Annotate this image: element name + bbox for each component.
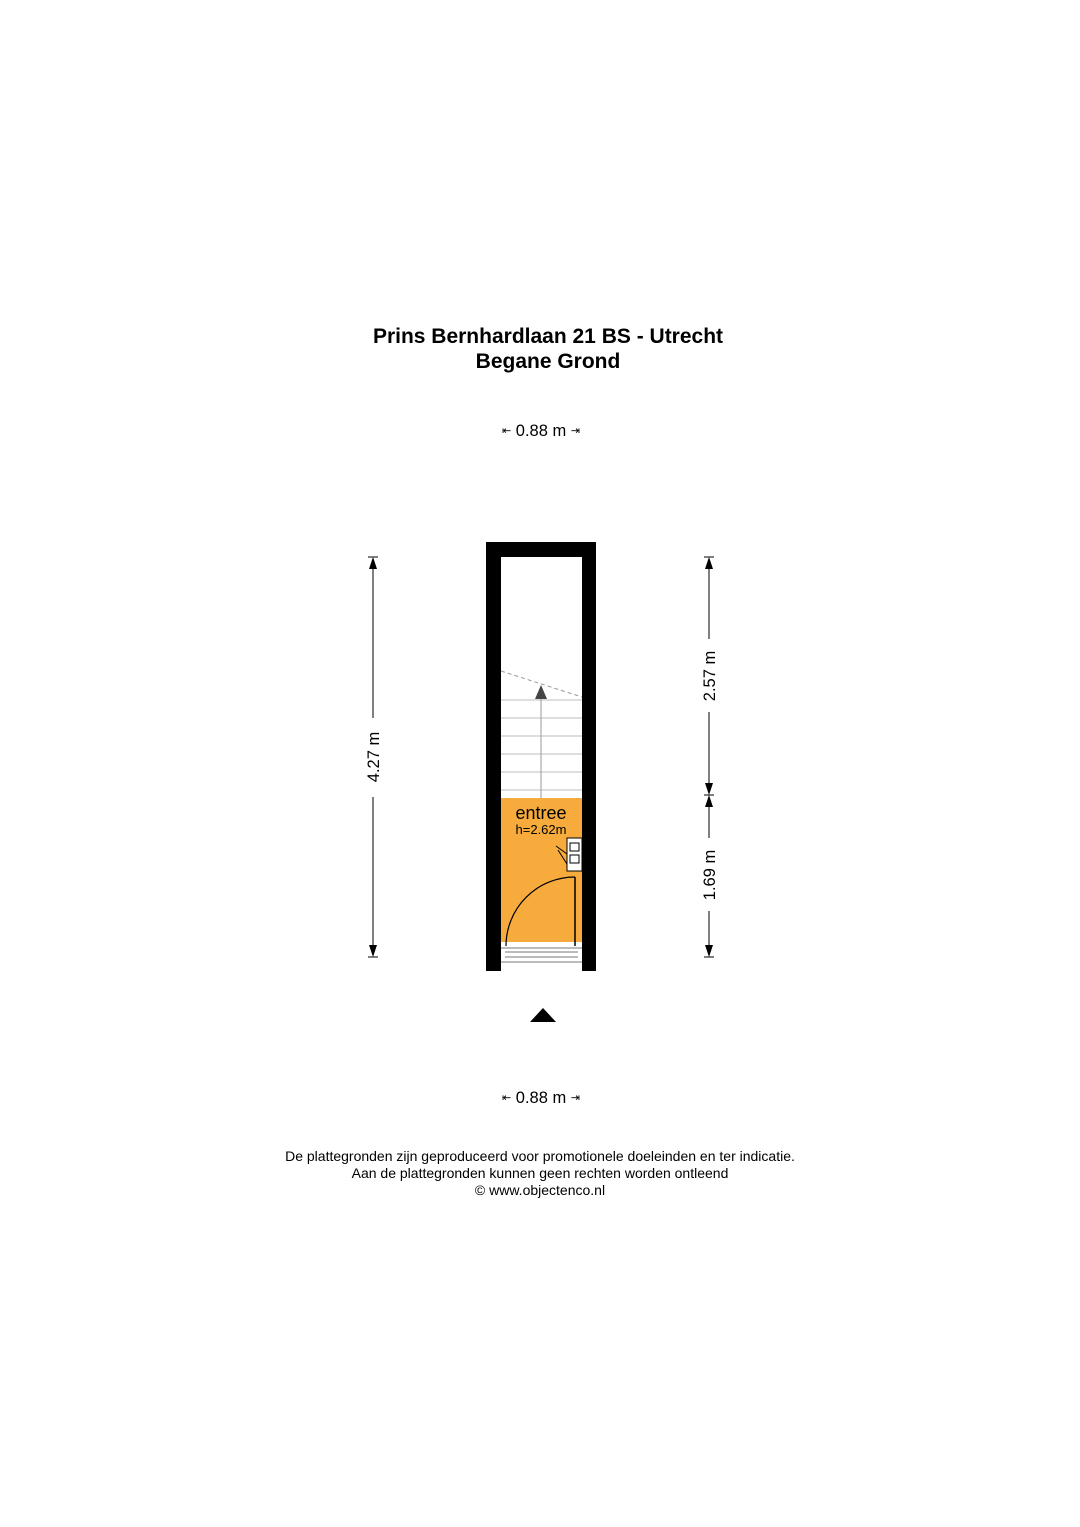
dimension-start-arrow-icon: ⇤ — [501, 1092, 512, 1104]
plan-address-title: Prins Bernhardlaan 21 BS - Utrecht — [372, 325, 724, 348]
copyright-line: © www.objectenco.nl — [474, 1182, 606, 1198]
left-dim-top-arrow-icon — [369, 557, 377, 569]
bottom-width-label: 0.88 m — [515, 1089, 567, 1107]
room-height-label: h=2.62m — [515, 822, 567, 837]
entrance-direction-arrow-icon — [530, 1008, 556, 1022]
disclaimer-line-2: Aan de plattegronden kunnen geen rechten worden ontleend — [351, 1165, 729, 1181]
stair-up-arrow-icon — [535, 685, 547, 699]
right-dim-mid-up-arrow-icon — [705, 795, 713, 807]
disclaimer-line-1: De plattegronden zijn geproduceerd voor promotionele doeleinden en ter indicatie. — [285, 1148, 795, 1164]
right-dim-mid-down-arrow-icon — [705, 783, 713, 795]
bottom-width-dimension — [0, 1088, 1080, 1108]
top-width-label: 0.88 m — [515, 422, 567, 440]
dimension-end-arrow-icon: ⇥ — [570, 425, 581, 437]
right-upper-dimension-label: 2.57 m — [701, 650, 719, 702]
left-total-dimension-label: 4.27 m — [365, 731, 383, 783]
left-dim-bottom-arrow-icon — [369, 945, 377, 957]
floor-name-title: Begane Grond — [475, 350, 621, 373]
dimension-end-arrow-icon: ⇥ — [570, 1092, 581, 1104]
right-lower-dimension-label: 1.69 m — [701, 849, 719, 901]
room-name-label: entree — [515, 803, 567, 823]
dimension-start-arrow-icon: ⇤ — [501, 425, 512, 437]
right-dim-top-arrow-icon — [705, 557, 713, 569]
right-dim-bottom-arrow-icon — [705, 945, 713, 957]
front-entrance — [501, 942, 582, 971]
